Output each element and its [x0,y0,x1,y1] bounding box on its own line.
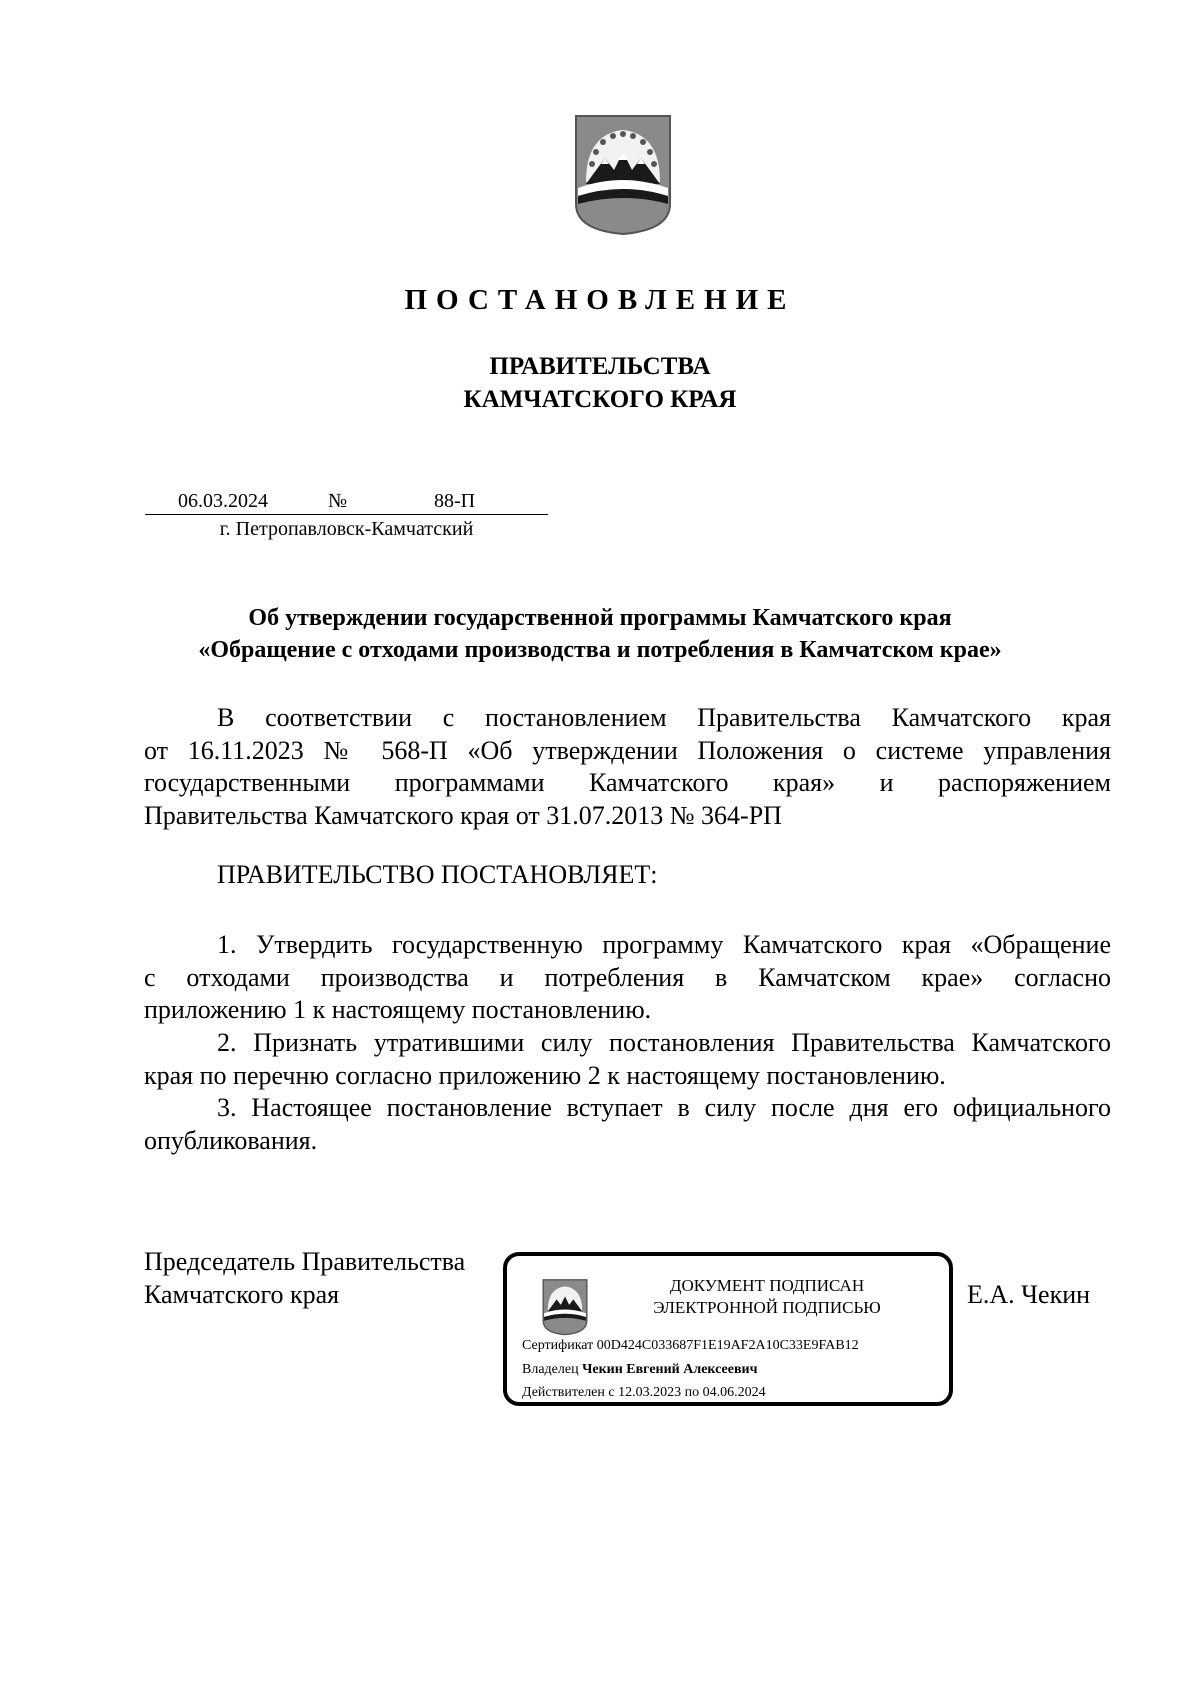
stamp-owner [522,1362,757,1378]
item-3-line: опубликования. [144,1125,318,1155]
item-1-paragraph [144,929,1111,1027]
subject-line-2: «Обращение с отходами производства и потребления в Камчатском крае» [198,637,1002,663]
item-2-paragraph [144,1027,1111,1092]
stamp-validity [522,1385,766,1401]
stamp-heading-line-1: ДОКУМЕНТ ПОДПИСАН [669,1276,865,1295]
document-type-title: ПОСТАНОВЛЕНИЕ [404,284,796,316]
preamble-line: государственными программами Камчатского края» и распоряжением [144,768,1111,797]
stamp-valid-from: 12.03.2023 [618,1385,682,1400]
electronic-signature-stamp [503,1252,953,1406]
issuer-line-2: КАМЧАТСКОГО КРАЯ [463,386,737,413]
stamp-valid-to: 04.06.2024 [702,1385,766,1400]
preamble-line: Правительства Камчатского края от 31.07.2013 № 364-РП [144,800,782,830]
item-1-line: приложению 1 к настоящему постановлению. [144,995,652,1024]
document-number: 88-П [434,490,476,512]
preamble-line: от 16.11.2023 № 568-П «Об утверждении Положения о системе управления [144,735,1111,765]
issuer-line-1: ПРАВИТЕЛЬСТВА [489,353,711,380]
stamp-certificate [522,1338,859,1354]
document-date: 06.03.2024 [178,490,268,512]
item-3-paragraph [144,1092,1111,1157]
stamp-certificate-label: Сертификат [522,1338,594,1353]
resolves-heading: ПРАВИТЕЛЬСТВО ПОСТАНОВЛЯЕТ: [217,860,658,889]
signer-position-line-2: Камчатского края [144,1280,340,1309]
item-1-line: с отходами производства и потребления в Камчатском крае» согласно [144,962,1111,992]
preamble-paragraph [144,702,1111,832]
document-city: г. Петропавловск-Камчатский [219,518,474,540]
date-underline [145,514,548,515]
signer-name: Е.А. Чекин [967,1280,1091,1309]
stamp-valid-to-label: по [684,1385,700,1400]
kamchatka-coat-of-arms-icon [572,112,674,237]
stamp-heading-line-2: ЭЛЕКТРОННОЙ ПОДПИСЬЮ [653,1298,881,1317]
preamble-line: В соответствии с постановлением Правительства Камчатского края [217,703,1111,732]
stamp-owner-value: Чекин Евгений Алексеевич [582,1362,758,1377]
item-2-line: 2. Признать утратившими силу постановления Правительства Камчатского [217,1028,1111,1057]
subject-line-1: Об утверждении государственной программы Камчатского края [248,605,952,631]
stamp-validity-label: Действителен с [522,1385,615,1400]
signer-position-line-1: Председатель Правительства [144,1247,466,1276]
stamp-owner-label: Владелец [522,1362,579,1377]
item-1-line: 1. Утвердить государственную программу Камчатского края «Обращение [217,930,1111,959]
stamp-emblem-icon [541,1278,589,1336]
item-3-line: 3. Настоящее постановление вступает в силу после дня его официального [217,1093,1111,1122]
stamp-certificate-value: 00D424C033687F1E19AF2A10C33E9FAB12 [596,1338,859,1353]
item-2-line: края по перечню согласно приложению 2 к настоящему постановлению. [144,1060,946,1090]
number-sign: № [328,490,348,512]
